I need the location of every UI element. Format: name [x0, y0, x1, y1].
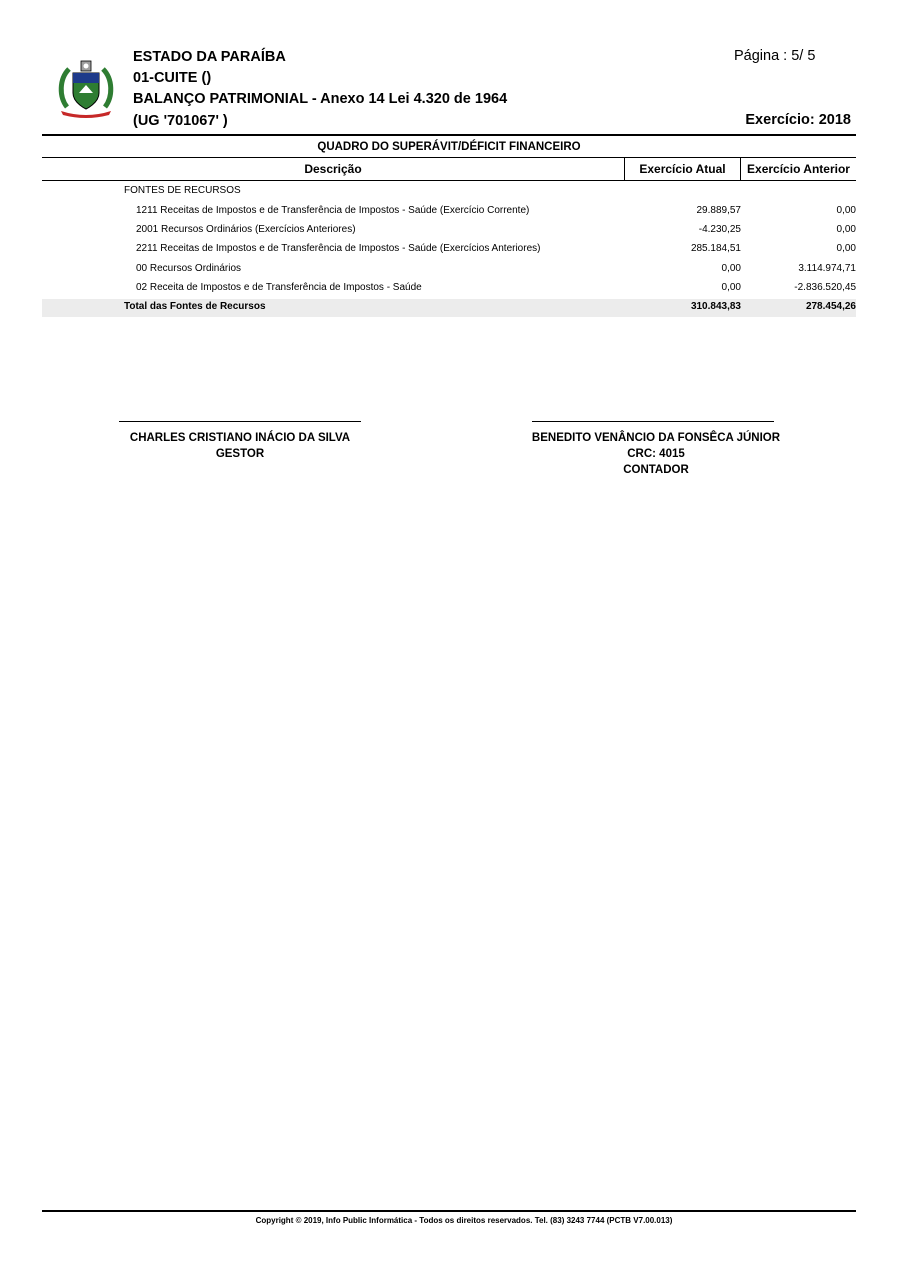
total-row — [42, 299, 856, 317]
total-previous-value: 278.454,26 — [805, 301, 856, 312]
row-current-value: -4.230,25 — [698, 224, 741, 235]
row-previous-value: 3.114.974,71 — [798, 263, 856, 274]
column-header-description: Descrição — [42, 157, 624, 181]
header-state: ESTADO DA PARAÍBA — [133, 49, 286, 65]
column-header-previous: Exercício Anterior — [740, 157, 856, 181]
row-current-value: 0,00 — [721, 282, 741, 293]
footer-divider — [42, 1210, 856, 1212]
column-header-current: Exercício Atual — [624, 157, 740, 181]
header-entity: 01-CUITE () — [133, 70, 212, 86]
row-description: 2211 Receitas de Impostos e de Transferência de Impostos - Saúde (Exercícios Anteriores) — [136, 243, 541, 254]
table-row — [42, 260, 856, 279]
row-previous-value: 0,00 — [836, 205, 856, 216]
row-description: 02 Receita de Impostos e de Transferência de Impostos - Saúde — [136, 282, 422, 293]
table-row — [42, 240, 856, 259]
header-unit: (UG '701067' ) — [133, 113, 228, 129]
row-previous-value: -2.836.520,45 — [794, 282, 856, 293]
exercise-year: Exercício: 2018 — [745, 112, 851, 128]
row-current-value: 29.889,57 — [696, 205, 741, 216]
signatory-registration: CRC: 4015 — [627, 448, 685, 460]
total-current-value: 310.843,83 — [690, 301, 741, 312]
table-row — [42, 279, 856, 298]
signatory-name: CHARLES CRISTIANO INÁCIO DA SILVA — [129, 432, 351, 444]
row-previous-value: 0,00 — [836, 224, 856, 235]
footer-copyright: Copyright © 2019, Info Public Informática - Todos os direitos reservados. Tel. (83) 3243 7744 (PCTB V7.00.013) — [255, 1216, 673, 1225]
row-current-value: 0,00 — [721, 263, 741, 274]
row-description: 2001 Recursos Ordinários (Exercícios Anteriores) — [136, 224, 356, 235]
signatory-name: BENEDITO VENÂNCIO DA FONSÊCA JÚNIOR — [531, 432, 781, 444]
report-title: BALANÇO PATRIMONIAL - Anexo 14 Lei 4.320 de 1964 — [133, 91, 508, 107]
row-current-value: 285.184,51 — [690, 243, 741, 254]
table-title: QUADRO DO SUPERÁVIT/DÉFICIT FINANCEIRO — [317, 141, 581, 153]
signatory-role: CONTADOR — [623, 464, 689, 476]
section-heading: FONTES DE RECURSOS — [124, 185, 241, 196]
coat-of-arms-icon — [55, 57, 117, 119]
row-previous-value: 0,00 — [836, 243, 856, 254]
table-row — [42, 202, 856, 221]
signatory-role: GESTOR — [215, 448, 265, 460]
page-number: Página : 5/ 5 — [734, 48, 816, 64]
row-description: 1211 Receitas de Impostos e de Transferência de Impostos - Saúde (Exercício Corrente) — [136, 205, 530, 216]
signature-line-gestor — [119, 421, 361, 422]
row-description: 00 Recursos Ordinários — [136, 263, 242, 274]
signature-block-contador — [494, 430, 818, 478]
header-divider — [42, 134, 856, 136]
signature-block-gestor — [90, 430, 390, 462]
table-row — [42, 221, 856, 240]
signature-line-contador — [532, 421, 774, 422]
total-label: Total das Fontes de Recursos — [124, 301, 266, 312]
